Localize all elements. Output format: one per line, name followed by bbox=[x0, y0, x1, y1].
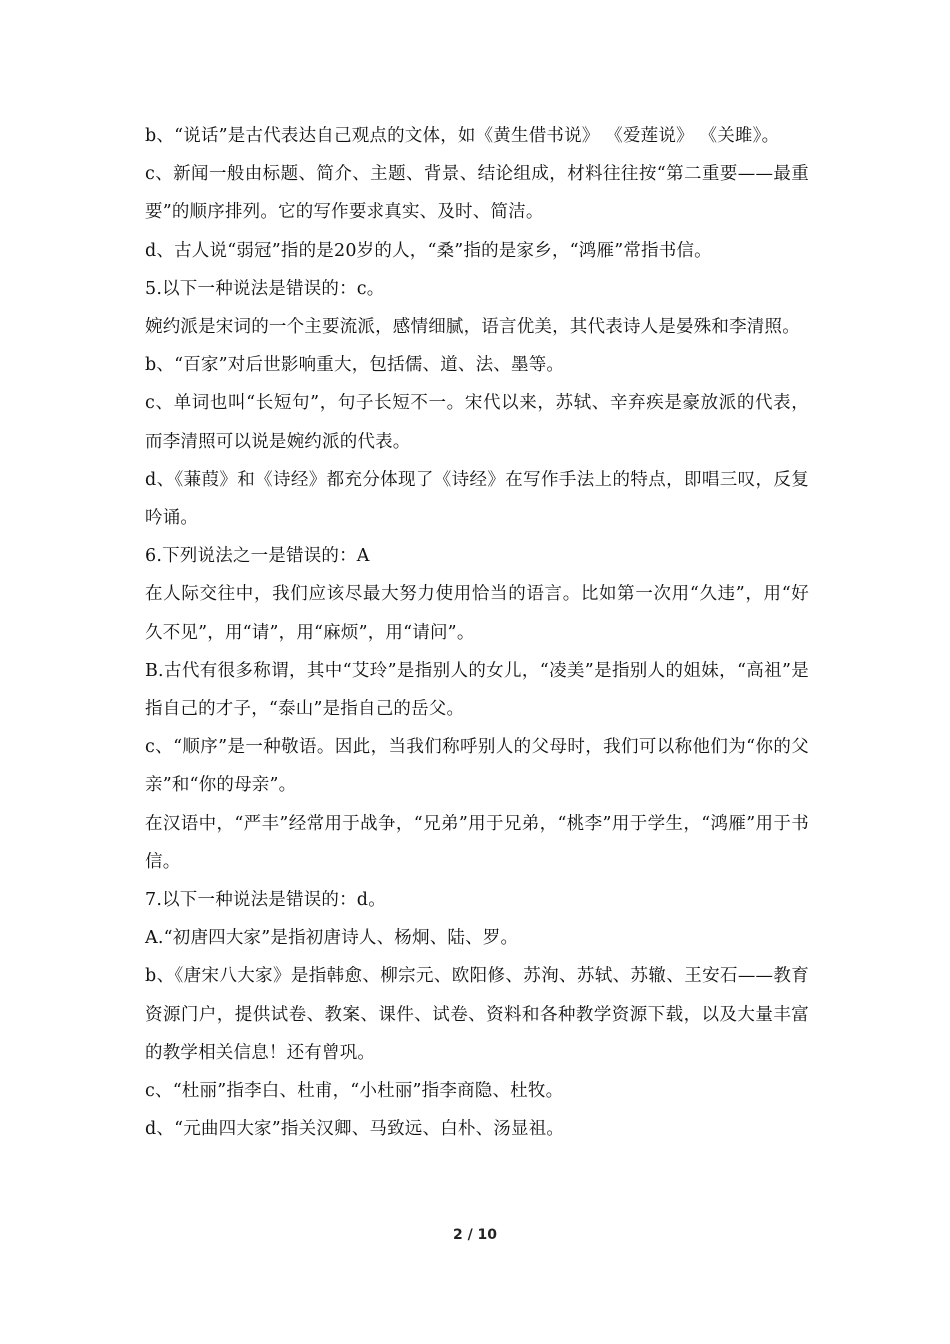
paragraph-d-ruoguan: d、古人说“弱冠”指的是20岁的人，“桑”指的是家乡，“鸿雁”常指书信。 bbox=[145, 240, 712, 261]
paragraph-b-chengwei: B.古代有很多称谓，其中“艾玲”是指别人的女儿，“凌美”是指别人的姐妹，“高祖”是指自己的才子，“泰山”是指自己的岳父。 bbox=[145, 660, 809, 720]
paragraph-c-news: c、新闻一般由标题、简介、主题、背景、结论组成，材料往往按“第二重要——最重要”的顺序排列。它的写作要求真实、及时、简洁。 bbox=[145, 164, 809, 223]
paragraph-b-baijia: b、“百家”对后世影响重大，包括儒、道、法、墨等。 bbox=[145, 355, 565, 376]
paragraph-c-duli: c、“杜丽”指李白、杜甫，“小杜丽”指李商隐、杜牧。 bbox=[145, 1081, 564, 1102]
page-number: 2 / 10 bbox=[452, 1227, 498, 1243]
document-body bbox=[145, 117, 809, 1148]
paragraph-b-tangsong: b、《唐宋八大家》是指韩愈、柳宗元、欧阳修、苏洵、苏轼、苏辙、王安石——教育资源门户，提供试卷、教案、课件、试卷、资料和各种教学资源下载，以及大量丰富的教学相关信息！还有曾巩。 bbox=[145, 966, 809, 1063]
paragraph-c-changduanju: c、单词也叫“长短句”，句子长短不一。宋代以来，苏轼、辛弃疾是豪放派的代表，而李清照可以说是婉约派的代表。 bbox=[145, 393, 809, 452]
paragraph-c-jingyu: c、“顺序”是一种敬语。因此，当我们称呼别人的父母时，我们可以称他们为“你的父亲”和“你的母亲”。 bbox=[145, 737, 809, 796]
paragraph-d-hanyu: 在汉语中，“严丰”经常用于战争，“兄弟”用于兄弟，“桃李”用于学生，“鸿雁”用于书信。 bbox=[145, 813, 809, 872]
question-7: 7.以下一种说法是错误的：d。 bbox=[145, 890, 386, 911]
question-5: 5.以下一种说法是错误的：c。 bbox=[145, 278, 385, 299]
question-6: 6.下列说法之一是错误的：A bbox=[145, 546, 370, 567]
paragraph-wanyue: 婉约派是宋词的一个主要流派，感情细腻，语言优美，其代表诗人是晏殊和李清照。 bbox=[145, 317, 800, 338]
paragraph-b-shuohua: b、“说话”是古代表达自己观点的文体，如《黄生借书说》 《爱莲说》 《关雎》。 bbox=[145, 126, 780, 146]
paragraph-d-yuanqu: d、“元曲四大家”指关汉卿、马致远、白朴、汤显祖。 bbox=[145, 1119, 565, 1140]
paragraph-a-chutang: A.“初唐四大家”是指初唐诗人、杨炯、陆、罗。 bbox=[145, 928, 519, 949]
paragraph-d-jianjia: d、《蒹葭》和《诗经》都充分体现了《诗经》在写作手法上的特点，即唱三叹，反复吟诵。 bbox=[145, 469, 809, 529]
paragraph-a-jiaowang: 在人际交往中，我们应该尽最大努力使用恰当的语言。比如第一次用“久违”，用“好久不见”，用“请”，用“麻烦”，用“请问”。 bbox=[145, 584, 809, 643]
